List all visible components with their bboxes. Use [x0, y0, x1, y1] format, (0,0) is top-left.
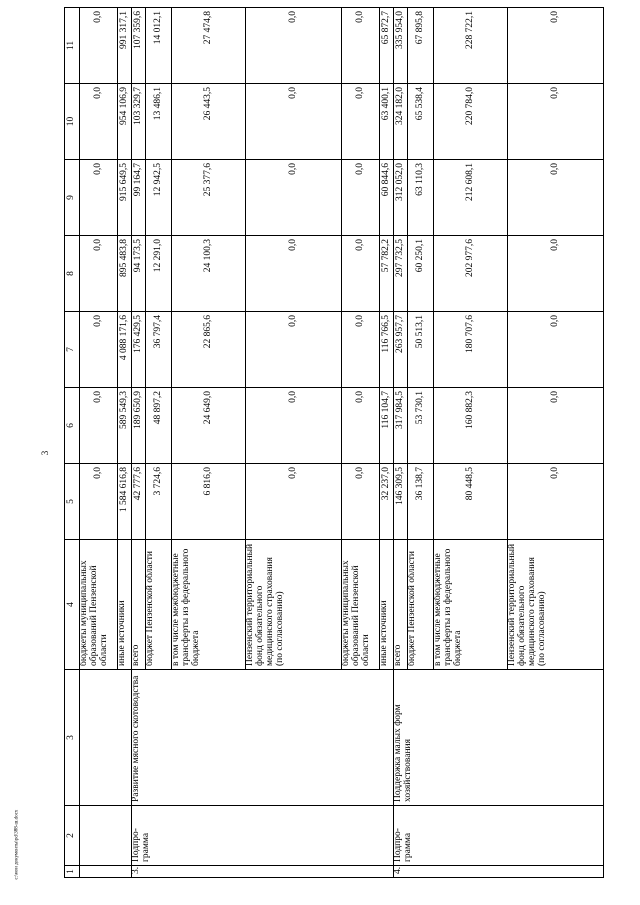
header-cell: 5: [65, 464, 80, 540]
funding-source: бюджеты муниципальных образований Пензенской области: [80, 540, 118, 670]
funding-source: бюджет Пензенской области: [146, 540, 172, 670]
value-cell: 26 443,5: [172, 84, 246, 160]
value-cell: 36 797,4: [146, 312, 172, 388]
value-cell: 0,0: [342, 8, 380, 84]
value-cell: 0,0: [508, 464, 604, 540]
funding-source: в том числе межбюджетные трансферты из федерального бюджета: [172, 540, 246, 670]
value-cell: 0,0: [246, 312, 342, 388]
funding-source: всего: [132, 540, 146, 670]
value-cell: 0,0: [342, 236, 380, 312]
subprogram-name: Поддержка малых форм хозяйствования: [394, 670, 604, 806]
subprogram-label: Подпро-грамма: [132, 806, 394, 866]
value-cell: 0,0: [342, 388, 380, 464]
value-cell: 0,0: [80, 236, 118, 312]
value-cell: 0,0: [80, 464, 118, 540]
subprogram-name: Развитие мясного скотоводства: [132, 670, 394, 806]
header-cell: 9: [65, 160, 80, 236]
cell-number: 3.: [132, 866, 394, 878]
value-cell: 324 182,0: [394, 84, 408, 160]
value-cell: 13 486,1: [146, 84, 172, 160]
value-cell: 0,0: [80, 84, 118, 160]
financing-table: [64, 7, 604, 878]
cell-number: 4.: [394, 866, 604, 878]
value-cell: 0,0: [508, 8, 604, 84]
value-cell: 42 777,6: [132, 464, 146, 540]
value-cell: 12 291,0: [146, 236, 172, 312]
value-cell: 0,0: [508, 312, 604, 388]
value-cell: 24 649,0: [172, 388, 246, 464]
header-cell: 3: [65, 670, 80, 806]
table-row: [80, 8, 118, 878]
value-cell: 36 138,7: [408, 464, 434, 540]
header-cell: 1: [65, 866, 80, 878]
value-cell: 14 012,1: [146, 8, 172, 84]
header-cell: 7: [65, 312, 80, 388]
header-cell: 4: [65, 540, 80, 670]
value-cell: 312 052,0: [394, 160, 408, 236]
funding-source: Пензенский территориальный фонд обязательного медицинского страхования (по согласованию): [508, 540, 604, 670]
value-cell: 4 088 171,6: [118, 312, 132, 388]
header-cell: 6: [65, 388, 80, 464]
value-cell: 335 954,0: [394, 8, 408, 84]
value-cell: 0,0: [508, 84, 604, 160]
value-cell: 48 897,2: [146, 388, 172, 464]
cell-kind: [80, 806, 132, 866]
value-cell: 0,0: [342, 312, 380, 388]
value-cell: 0,0: [508, 388, 604, 464]
value-cell: 6 816,0: [172, 464, 246, 540]
value-cell: 103 329,7: [132, 84, 146, 160]
value-cell: 263 957,7: [394, 312, 408, 388]
value-cell: 3 724,6: [146, 464, 172, 540]
value-cell: 954 106,9: [118, 84, 132, 160]
value-cell: 0,0: [80, 160, 118, 236]
value-cell: 146 309,5: [394, 464, 408, 540]
value-cell: 65 872,7: [380, 8, 394, 84]
value-cell: 94 173,5: [132, 236, 146, 312]
value-cell: 915 649,5: [118, 160, 132, 236]
value-cell: 0,0: [246, 8, 342, 84]
value-cell: 63 110,3: [408, 160, 434, 236]
value-cell: 0,0: [80, 388, 118, 464]
header-row: [65, 8, 80, 878]
value-cell: 317 984,5: [394, 388, 408, 464]
value-cell: 0,0: [246, 160, 342, 236]
value-cell: 25 377,6: [172, 160, 246, 236]
value-cell: 65 538,4: [408, 84, 434, 160]
value-cell: 0,0: [246, 84, 342, 160]
funding-source: в том числе межбюджетные трансферты из федерального бюджета: [434, 540, 508, 670]
cell-name: [80, 670, 132, 806]
value-cell: 0,0: [342, 464, 380, 540]
header-cell: 8: [65, 236, 80, 312]
value-cell: 53 730,1: [408, 388, 434, 464]
value-cell: 0,0: [246, 236, 342, 312]
value-cell: 116 104,7: [380, 388, 394, 464]
value-cell: 0,0: [342, 160, 380, 236]
value-cell: 228 722,1: [434, 8, 508, 84]
value-cell: 160 882,3: [434, 388, 508, 464]
table-row: [132, 8, 146, 878]
value-cell: 0,0: [246, 464, 342, 540]
page-number: 3: [40, 450, 50, 456]
value-cell: 63 400,1: [380, 84, 394, 160]
file-path-footer: c:\мои документы\pd\388-ш.docx: [14, 809, 20, 880]
value-cell: 0,0: [342, 84, 380, 160]
value-cell: 12 942,5: [146, 160, 172, 236]
value-cell: 180 707,6: [434, 312, 508, 388]
funding-source: всего: [394, 540, 408, 670]
funding-source: бюджет Пензенской области: [408, 540, 434, 670]
value-cell: 895 483,8: [118, 236, 132, 312]
value-cell: 22 865,6: [172, 312, 246, 388]
value-cell: 24 100,3: [172, 236, 246, 312]
rotated-page: [64, 11, 624, 878]
funding-source: бюджеты муниципальных образований Пензенской области: [342, 540, 380, 670]
table-row: [394, 8, 408, 878]
value-cell: 50 513,1: [408, 312, 434, 388]
value-cell: 99 164,7: [132, 160, 146, 236]
value-cell: 0,0: [508, 160, 604, 236]
value-cell: 991 317,1: [118, 8, 132, 84]
value-cell: 0,0: [246, 388, 342, 464]
funding-source: Пензенский территориальный фонд обязательного медицинского страхования (по согласованию): [246, 540, 342, 670]
header-cell: 10: [65, 84, 80, 160]
value-cell: 176 429,5: [132, 312, 146, 388]
table-body: [65, 8, 604, 878]
value-cell: 27 474,8: [172, 8, 246, 84]
value-cell: 297 732,5: [394, 236, 408, 312]
value-cell: 0,0: [508, 236, 604, 312]
cell-number: [80, 866, 132, 878]
value-cell: 67 895,8: [408, 8, 434, 84]
value-cell: 1 584 616,8: [118, 464, 132, 540]
header-cell: 11: [65, 8, 80, 84]
value-cell: 212 608,1: [434, 160, 508, 236]
funding-source: иные источники: [118, 540, 132, 670]
value-cell: 116 766,5: [380, 312, 394, 388]
value-cell: 107 359,6: [132, 8, 146, 84]
subprogram-label: Подпро-грамма: [394, 806, 604, 866]
value-cell: 589 549,3: [118, 388, 132, 464]
value-cell: 60 250,1: [408, 236, 434, 312]
value-cell: 32 237,0: [380, 464, 394, 540]
value-cell: 57 782,2: [380, 236, 394, 312]
value-cell: 202 977,6: [434, 236, 508, 312]
header-cell: 2: [65, 806, 80, 866]
value-cell: 220 784,0: [434, 84, 508, 160]
funding-source: иные источники: [380, 540, 394, 670]
value-cell: 0,0: [80, 312, 118, 388]
value-cell: 60 844,6: [380, 160, 394, 236]
value-cell: 0,0: [80, 8, 118, 84]
value-cell: 189 650,9: [132, 388, 146, 464]
value-cell: 80 448,5: [434, 464, 508, 540]
